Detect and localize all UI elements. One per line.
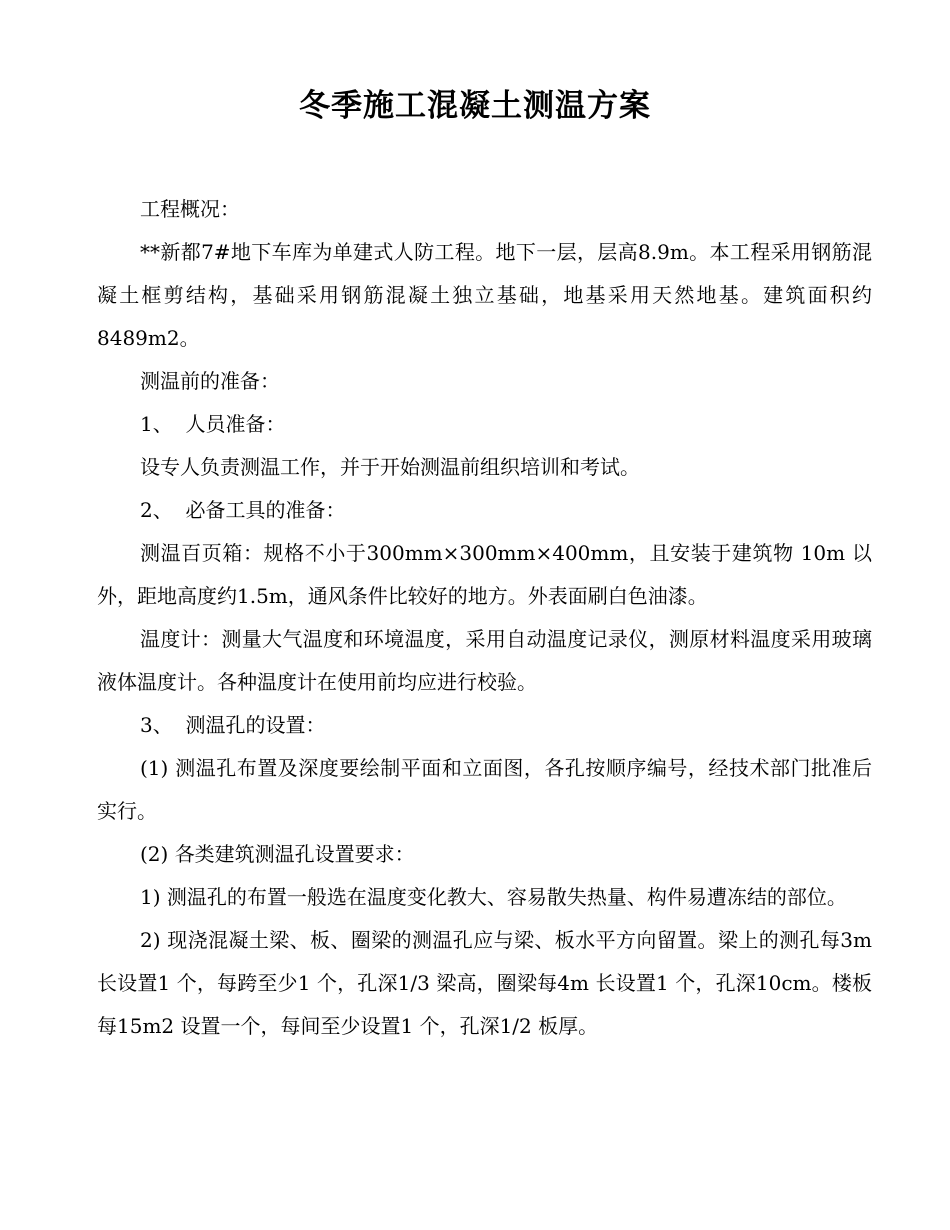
paragraph-preparation-heading: 测温前的准备： <box>140 369 280 393</box>
document-title: 冬季施工混凝土测温方案 <box>299 88 651 124</box>
paragraph-personnel-heading: 1、 人员准备： <box>140 412 286 436</box>
paragraph-beam-slab-holes: 2) 现浇混凝土梁、板、圈梁的测温孔应与梁、板水平方向留置。梁上的测孔每3m 长设置1 个，每跨至少1 个，孔深1/3 梁高，圈梁每4m 长设置1 个，孔深10cm。楼板每15m2 设置一个，每间至少设置1 个，孔深1/2 板厚。 <box>97 928 872 1038</box>
paragraph-louver-box: 测温百页箱：规格不小于300mm×300mm×400mm，且安装于建筑物 10m 以外，距地高度约1.5m，通风条件比较好的地方。外表面刷白色油漆。 <box>97 541 872 608</box>
paragraph-project-overview: **新都7#地下车库为单建式人防工程。地下一层，层高8.9m。本工程采用钢筋混凝土框剪结构，基础采用钢筋混凝土独立基础，地基采用天然地基。建筑面积约8489m2。 <box>97 240 872 350</box>
paragraph-personnel: 设专人负责测温工作，并于开始测温前组织培训和考试。 <box>140 455 640 479</box>
paragraph-hole-layout: (1) 测温孔布置及深度要绘制平面和立面图，各孔按顺序编号，经技术部门批准后实行。 <box>97 756 872 823</box>
paragraph-tools-heading: 2、 必备工具的准备： <box>140 498 346 522</box>
paragraph-holes-heading: 3、 测温孔的设置： <box>140 713 326 737</box>
paragraph-hole-requirements-heading: (2) 各类建筑测温孔设置要求： <box>140 842 415 866</box>
document-body <box>97 188 872 1048</box>
paragraph-hole-placement: 1) 测温孔的布置一般选在温度变化教大、容易散失热量、构件易遭冻结的部位。 <box>140 885 847 909</box>
paragraph-thermometer: 温度计：测量大气温度和环境温度，采用自动温度记录仪，测原材料温度采用玻璃液体温度计。各种温度计在使用前均应进行校验。 <box>97 627 872 694</box>
paragraph-project-overview-heading: 工程概况： <box>140 197 240 221</box>
